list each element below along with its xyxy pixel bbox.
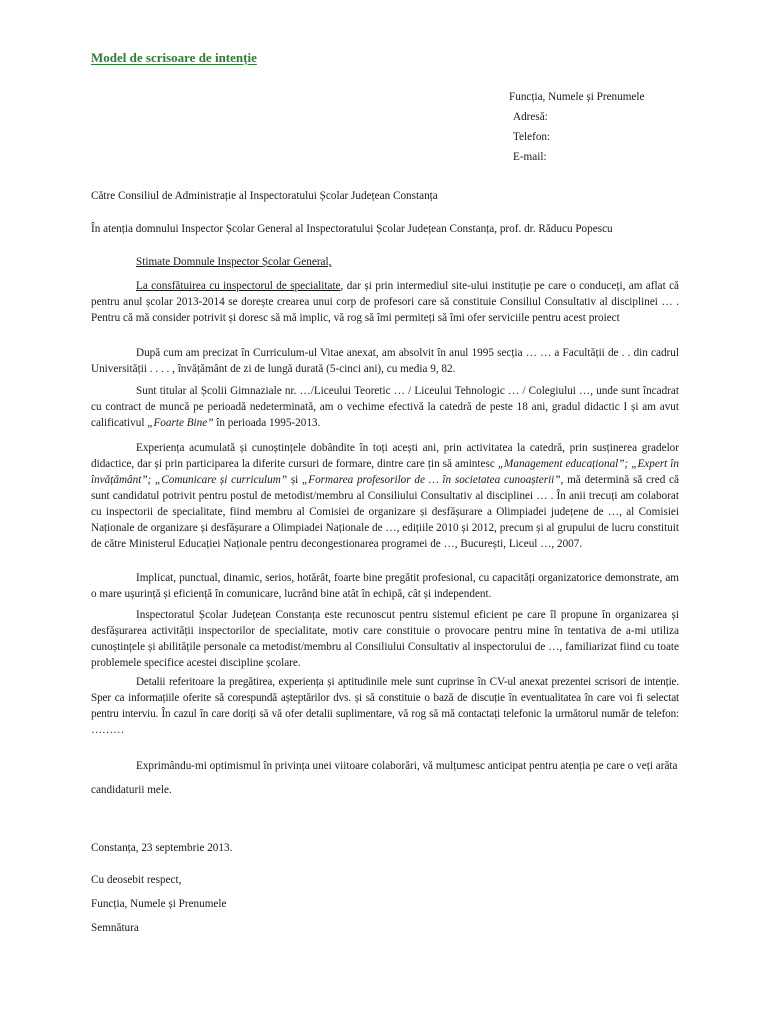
paragraph-8: Exprimându-mi optimismul în privința unei viitoare colaborări, vă mulțumesc anticipat pentru atenția pe care o veți arăta candidaturii mele. xyxy=(91,760,678,796)
paragraph-5: Implicat, punctual, dinamic, serios, hotărât, foarte bine pregătit profesional, cu capacități organizatorice demonstrate, am o mare ușurință și eficiență în comunicare, lucrând bine atât în echipă, cât și independent. xyxy=(91,572,679,600)
paragraph-4-courses-2: „Formarea profesorilor de … în societatea cunoașterii” xyxy=(302,474,561,486)
paragraph-3-rating: „Foarte Bine” xyxy=(147,417,214,429)
closing-name: Funcția, Numele și Prenumele xyxy=(91,898,227,910)
paragraph-3-tail: în perioada 1995-2013. xyxy=(213,417,321,429)
sender-phone: Telefon: xyxy=(513,131,551,143)
paragraph-2: După cum am precizat în Curriculum-ul Vitae anexat, am absolvit în anul 1995 secția … … a Facultății de . . din cadrul Universității . . . . , învățământ de zi de lungă durată (5-cinci ani), cu media 9, 82. xyxy=(91,347,679,375)
paragraph-4 xyxy=(91,440,679,552)
document-title: Model de scrisoare de intenție xyxy=(91,50,257,65)
sender-email: E-mail: xyxy=(513,151,547,163)
attention-line: În atenția domnului Inspector Școlar General al Inspectoratului Școlar Județean Constanța, prof. dr. Răducu Popescu xyxy=(91,223,613,235)
paragraph-1-text: , dar și prin intermediul site-ului instituție pe care o conduceți, am aflat că pentru anul școlar 2013-2014 se dorește crearea unui corp de profesori care să constituie Consiliul Consultativ al disciplinei … . Pentru că mă consider potrivit și doresc să mă implic, vă rog să îmi permiteți să îmi ofer serviciile pentru acest proiect xyxy=(91,280,679,324)
closing-date: Constanța, 23 septembrie 2013. xyxy=(91,842,233,854)
paragraph-3 xyxy=(91,383,679,431)
closing-signature: Semnătura xyxy=(91,922,139,934)
paragraph-4-part-c: , mă determină să cred că sunt candidatul potrivit pentru postul de metodist/membru al Consiliului Consultativ al disciplinei … . În anii trecuți am colaborat cu inspectorii de specialitate, fiind membru al Comisiei de organizare și desfășurare a Olimpiadei județene de …, al Comisiei Naționale de organizare și desfășurare a Olimpiadei Naționale de …, edițiile 2010 și 2012, precum și al grupului de lucru constituit de către Ministerul Educației Naționale pentru decongestionarea programei de …, București, Liceul …, 2007. xyxy=(91,474,679,550)
sender-name: Funcția, Numele și Prenumele xyxy=(509,91,645,103)
sender-block xyxy=(509,87,749,167)
paragraph-6: Inspectoratul Școlar Județean Constanța este recunoscut pentru sistemul eficient pe care îl propune în organizarea și desfășurarea activității inspectorilor de specialitate, motiv care constituie o provocare pentru mine în tentativa de a-mi utiliza cunoștințele și abilitățile personale ca metodist/membru al Consiliului Consultativ al inspectorului de …, familiarizat fiind cu toate problemele specifice acestei discipline școlare. xyxy=(91,609,679,669)
recipient-line: Către Consiliul de Administrație al Inspectoratului Școlar Județean Constanța xyxy=(91,190,438,202)
salutation: Stimate Domnule Inspector Școlar General, xyxy=(136,256,332,268)
paragraph-7: Detalii referitoare la pregătirea, experiența și aptitudinile mele sunt cuprinse în CV-ul anexat prezentei scrisori de intenție. Sper ca informațiile oferite să corespundă așteptărilor dvs. și să constituie o bază de discuție în eventualitatea în care voi fi selectat pentru interviu. În cazul în care doriți să vă ofer detalii suplimentare, vă rog să mă contactați telefonic la următorul număr de telefon: ……… xyxy=(91,676,679,736)
paragraph-4-courses-1: „Management educațional”; „Expert în învățământ”; „Comunicare și curriculum” xyxy=(91,458,680,486)
paragraph-3-text: Sunt titular al Școlii Gimnaziale nr. …/Liceului Teoretic … / Liceului Tehnologic … / Colegiului …, unde sunt încadrat cu contract de muncă pe perioadă nedeterminată, am o vechime efectivă la catedră de peste 18 ani, gradul didactic I și am avut calificativul xyxy=(91,385,679,429)
paragraph-1-lead: La consfătuirea cu inspectorul de specialitate xyxy=(136,280,341,292)
paragraph-4-part-b: și xyxy=(287,474,303,486)
sender-address: Adresă: xyxy=(513,111,548,123)
paragraph-4-part-a: Experiența acumulată și cunoștințele dobândite în toți acești ani, prin activitatea la catedră, prin susținerea gradelor didactice, dar și prin participarea la diferite cursuri de formare, dintre care țin să amintesc xyxy=(91,442,679,470)
closing-regards: Cu deosebit respect, xyxy=(91,874,182,886)
paragraph-1 xyxy=(91,278,679,326)
